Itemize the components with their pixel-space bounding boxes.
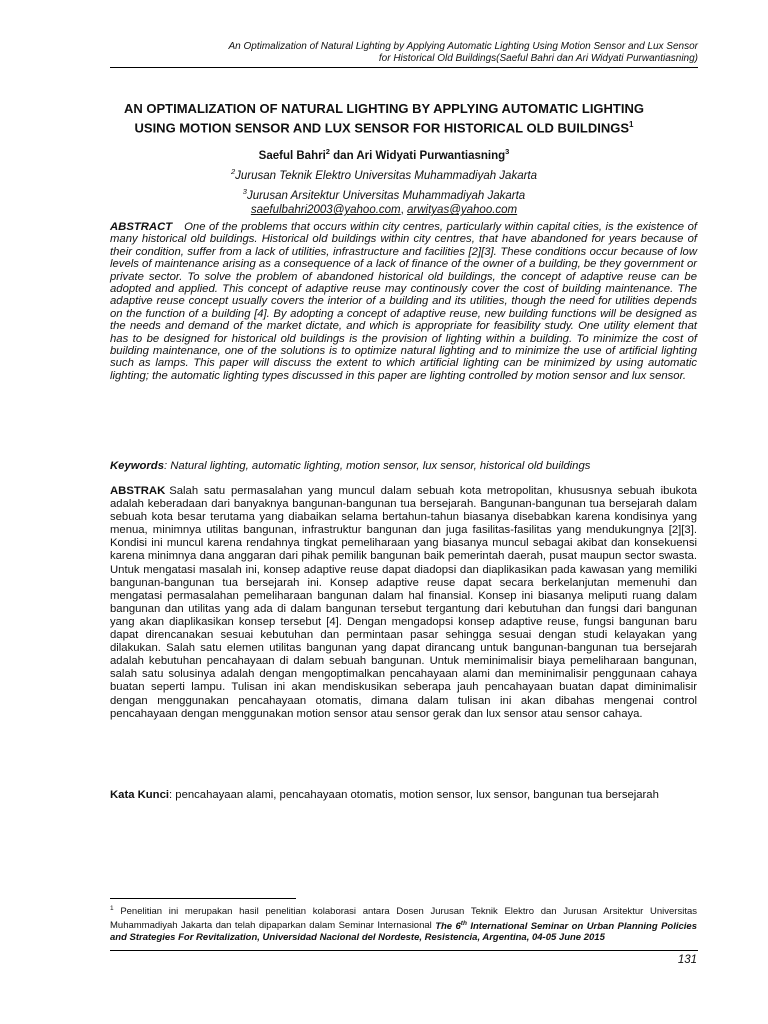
keywords-id-label: Kata Kunci <box>110 789 170 801</box>
keywords-en-label: Keywords <box>110 460 164 472</box>
keywords-id-text: : pencahayaan alami, pencahayaan otomatis, motion sensor, lux sensor, bangunan tua bersejarah <box>169 789 659 801</box>
affiliation-1-mark: 2 <box>230 166 236 176</box>
author-2-mark: 3 <box>505 147 510 156</box>
abstract-english <box>110 221 697 382</box>
email-link-2[interactable]: arwityas@yahoo.com <box>407 204 518 217</box>
footnote <box>110 903 697 943</box>
email-separator: , <box>400 204 408 217</box>
email-link-1[interactable]: saefulbahri2003@yahoo.com <box>250 204 401 217</box>
running-head <box>110 41 698 68</box>
paper-title <box>108 101 660 136</box>
page-footer-divider <box>110 950 698 951</box>
running-head-line-1: An Optimalization of Natural Lighting by Applying Automatic Lighting Using Motion Sensor and Lux Sensor <box>228 41 698 52</box>
footnote-seminar-rest: International Seminar on Urban Planning Policies and Strategies For Revitalization, Universidad Nacional del Nordeste, Resistencia, Argentina, 04-05 June 2015 <box>110 920 697 943</box>
footnote-seminar-sup: th <box>460 919 467 927</box>
abstract-id-label: ABSTRAK <box>110 485 166 497</box>
footnote-seminar-prefix: The 6 <box>435 920 461 932</box>
author-2: Ari Widyati Purwantiasning <box>356 149 506 162</box>
title-footnote-mark: 1 <box>629 120 634 129</box>
title-line-1: AN OPTIMALIZATION OF NATURAL LIGHTING BY APPLYING AUTOMATIC LIGHTING <box>124 101 644 116</box>
keywords-english <box>110 459 697 473</box>
affiliation-1-text: Jurusan Teknik Elektro Universitas Muhammadiyah Jakarta <box>235 169 538 182</box>
keywords-indonesian <box>110 788 697 802</box>
page-number: 131 <box>677 954 697 966</box>
title-line-2-text: USING MOTION SENSOR AND LUX SENSOR FOR HISTORICAL OLD BUILDINGS <box>134 120 630 136</box>
abstract-en-text: One of the problems that occurs within city centres, particularly within capital cities, is the existence of many historical old buildings. Historical old buildings within city centres, that have abandoned for years because of their condition, suffer from a lack of utilities, infrastructure and facilities [2][3]. These conditions occur because of low levels of maintenance arising as a consequence of a lack of finance of the owner of a building, be they government or private sector. To solve the problem of abandoned historical old buildings, the concept of adaptive reuse can be adopted and applied. This concept of adaptive reuse may continously cover the cost of building maintenance. The adaptive reuse concept usually covers the interior of a building and its utilities, though the need for utilities depends on the function of a building [4]. By adopting a concept of adaptive reuse, new building functions will be designed as the needs and demand of the market dictate, and which is appropriate for feasibility study. One utility element that has to be designed for historical old buildings is the provision of lighting within a building. To minimize the cost of building maintenance, one of the solutions is to optimize natural lighting and to minimize the use of artificial lighting such as lamps. This paper will discuss the extent to which artificial lighting can be minimized by using automatic lighting; the automatic lighting types discussed in this paper are lighting controlled by motion sensor and lux sensor. <box>110 221 697 382</box>
title-line-2 <box>108 117 660 136</box>
affiliation-2-text: Jurusan Arsitektur Universitas Muhammadiyah Jakarta <box>246 189 526 202</box>
footnote-divider <box>110 898 296 899</box>
footnote-text: Penelitian ini merupakan hasil penelitian kolaborasi antara Dosen Jurusan Teknik Elektro dan Jurusan Arsitektur Universitas Muhammadiyah Jakarta dan telah dipaparkan dalam Seminar Internasional <box>110 906 697 932</box>
author-conjunction: dan <box>329 149 357 162</box>
abstract-indonesian <box>110 485 697 721</box>
running-head-line-2: for Historical Old Buildings(Saeful Bahri dan Ari Widyati Purwantiasning) <box>378 53 698 64</box>
author-1-mark: 2 <box>325 147 330 156</box>
abstract-en-label: ABSTRACT <box>110 221 173 233</box>
author-block <box>108 144 660 218</box>
abstract-id-text: Salah satu permasalahan yang muncul dalam sebuah kota metropolitan, khususnya sebuah ibukota adalah keberadaan dari banyaknya bangunan-bangunan tua bersejarah. Bangunan-bangunan tua bersejarah dalam sebuah kota besar terutama yang diabaikan selama bertahun-tahun biasanya disebabkan karena kondisinya yang menua, minimnya utilitas bangunan, infrastruktur bangunan dan juga fasilitas-fasilitas yang mendukungnya [2][3]. Kondisi ini muncul karena rendahnya tingkat pemeliharaan yang biasanya muncul sebagai akibat dan konsekuensi karena minimnya dana anggaran dari pihak pemilik bangunan baik pemerintah daerah, pusat maupun sector swasta. Untuk mengatasi masalah ini, konsep adaptive reuse dapat diadopsi dan diaplikasikan pada kawasan yang memiliki bangunan-bangunan tua bersejarah ini. Konsep adaptive reuse dapat secara berkelanjutan memenuhi dan mengatasi permasalahan pemeliharaan bangunan dalam hal finansial. Konsep ini biasanya meliputi ruang dalam bangunan dan utilitas yang ada di dalam bangunan tersebut tergantung dari kebutuhan dan fungsi dari bangunan yang akan diaplikasikan konsep tersebut [4]. Dengan mengadopsi konsep adaptive reuse, fungsi bangunan baru dapat direncanakan sesuai kebutuhan dan permintaan pasar sehingga sesuai dengan studi kelayakan yang dilakukan. Salah satu elemen utilitas bangunan yang dapat dirancang untuk bangunan-bangunan tua bersejarah adalah kebutuhan pencahayaan di dalam sebuah bangunan. Untuk meminimalisir biaya pemeliharaan bangunan, salah satu solusinya adalah dengan mengoptimalkan pencahayaan alami dan meminimalisir penggunaan cahaya buatan seperti lampu. Tulisan ini akan mendiskusikan seberapa jauh pencahayaan buatan dapat diminimalisir dengan menggunakan pencahayaan otomatis, dimana dalam tulisan ini akan dibahas mengenai control pencahayaan dengan menggunakan motion sensor atau sensor gerak dan lux sensor atau sensor cahaya. <box>110 485 697 720</box>
author-names <box>108 144 660 164</box>
email-line <box>108 203 660 218</box>
affiliation-2 <box>108 184 660 204</box>
keywords-en-text: : Natural lighting, automatic lighting, motion sensor, lux sensor, historical old buildings <box>164 460 591 472</box>
affiliation-1 <box>108 164 660 184</box>
footnote-mark: 1 <box>110 905 114 912</box>
author-1: Saeful Bahri <box>258 149 326 162</box>
affiliation-2-mark: 3 <box>242 186 247 196</box>
